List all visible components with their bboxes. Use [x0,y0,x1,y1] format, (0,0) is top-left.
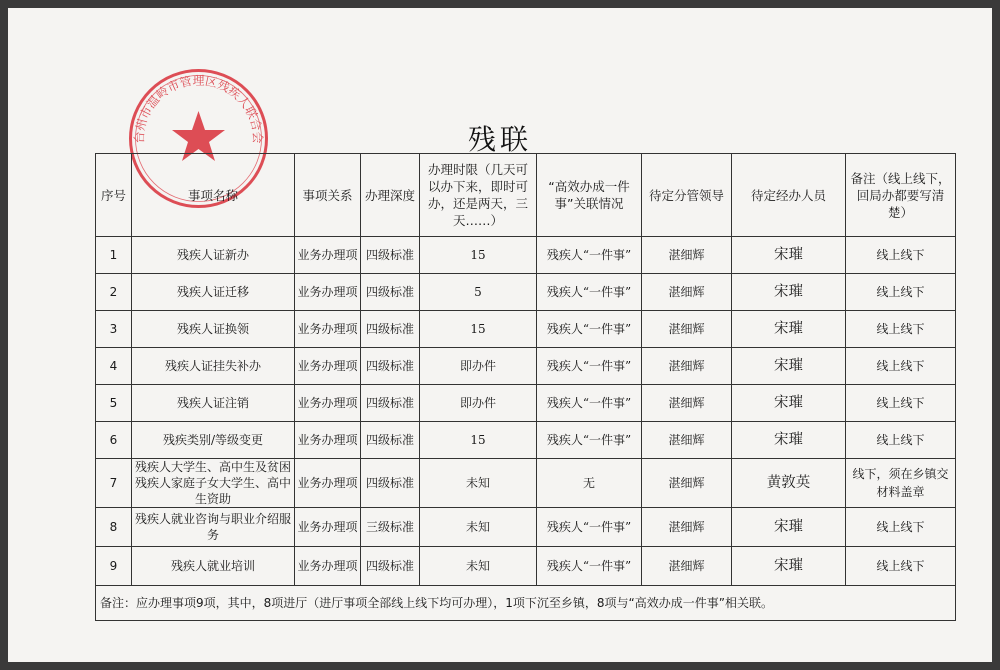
table-row [96,422,956,459]
handler: 宋璀 [732,547,846,586]
header-cell: 备注（线上线下，回局办都要写清楚） [846,154,956,237]
row-number: 5 [96,385,132,422]
table-row [96,459,956,508]
table-row [96,348,956,385]
remark: 线上线下 [846,385,956,422]
handler: 宋璀 [732,422,846,459]
header-cell: 事项名称 [132,154,295,237]
handling-depth: 四级标准 [361,459,420,508]
handling-depth: 四级标准 [361,547,420,586]
table-header-row [96,154,956,237]
one-thing-link: 残疾人“一件事” [537,422,642,459]
leader: 湛细辉 [642,274,732,311]
item-relation: 业务办理项 [295,547,361,586]
header-cell: 待定经办人员 [732,154,846,237]
row-number: 7 [96,459,132,508]
one-thing-link: 残疾人“一件事” [537,237,642,274]
remark: 线上线下 [846,508,956,547]
item-relation: 业务办理项 [295,348,361,385]
leader: 湛细辉 [642,385,732,422]
row-number: 1 [96,237,132,274]
item-relation: 业务办理项 [295,508,361,547]
item-name: 残疾人证换领 [132,311,295,348]
leader: 湛细辉 [642,422,732,459]
header-cell: 办理深度 [361,154,420,237]
row-number: 4 [96,348,132,385]
item-name: 残疾类别/等级变更 [132,422,295,459]
table-row [96,311,956,348]
document-page [8,8,992,662]
table-row [96,274,956,311]
handler: 宋璀 [732,237,846,274]
one-thing-link: 残疾人“一件事” [537,348,642,385]
item-name: 残疾人就业培训 [132,547,295,586]
item-relation: 业务办理项 [295,311,361,348]
table-row [96,385,956,422]
row-number: 3 [96,311,132,348]
remark: 线上线下 [846,547,956,586]
handler: 宋璀 [732,274,846,311]
header-cell: 序号 [96,154,132,237]
stamp-text: 台州市温岭市管理区残疾人联合会 [132,73,265,144]
item-relation: 业务办理项 [295,237,361,274]
handling-depth: 四级标准 [361,385,420,422]
time-limit: 未知 [420,508,537,547]
handling-depth: 四级标准 [361,422,420,459]
services-table [95,153,956,621]
remark: 线上线下 [846,311,956,348]
one-thing-link: 残疾人“一件事” [537,311,642,348]
remark: 线上线下 [846,274,956,311]
leader: 湛细辉 [642,508,732,547]
item-name: 残疾人大学生、高中生及贫困残疾人家庭子女大学生、高中生资助 [132,459,295,508]
leader: 湛细辉 [642,311,732,348]
row-number: 8 [96,508,132,547]
header-cell: “高效办成一件事”关联情况 [537,154,642,237]
item-name: 残疾人证迁移 [132,274,295,311]
remark: 线上线下 [846,348,956,385]
row-number: 6 [96,422,132,459]
time-limit: 即办件 [420,348,537,385]
handler: 宋璀 [732,385,846,422]
remark: 线上线下 [846,422,956,459]
item-relation: 业务办理项 [295,459,361,508]
time-limit: 5 [420,274,537,311]
table-row [96,508,956,547]
leader: 湛细辉 [642,459,732,508]
item-name: 残疾人就业咨询与职业介绍服务 [132,508,295,547]
leader: 湛细辉 [642,348,732,385]
leader: 湛细辉 [642,547,732,586]
one-thing-link: 残疾人“一件事” [537,385,642,422]
footnote: 备注：应办理事项9项，其中，8项进厅（进厅事项全部线上线下均可办理），1项下沉至乡镇，8项与“高效办成一件事”相关联。 [96,586,956,621]
item-name: 残疾人证新办 [132,237,295,274]
row-number: 9 [96,547,132,586]
remark: 线上线下 [846,237,956,274]
item-relation: 业务办理项 [295,274,361,311]
time-limit: 15 [420,237,537,274]
one-thing-link: 残疾人“一件事” [537,274,642,311]
item-relation: 业务办理项 [295,422,361,459]
time-limit: 未知 [420,547,537,586]
handler: 宋璀 [732,508,846,547]
one-thing-link: 无 [537,459,642,508]
handling-depth: 四级标准 [361,311,420,348]
handler: 宋璀 [732,348,846,385]
table-row [96,237,956,274]
page-title: 残联 [467,123,532,156]
time-limit: 15 [420,422,537,459]
time-limit: 即办件 [420,385,537,422]
time-limit: 15 [420,311,537,348]
header-cell: 事项关系 [295,154,361,237]
handling-depth: 四级标准 [361,274,420,311]
leader: 湛细辉 [642,237,732,274]
row-number: 2 [96,274,132,311]
table-row [96,547,956,586]
time-limit: 未知 [420,459,537,508]
handling-depth: 四级标准 [361,237,420,274]
header-cell: 待定分管领导 [642,154,732,237]
handling-depth: 四级标准 [361,348,420,385]
item-name: 残疾人证注销 [132,385,295,422]
handler: 黄敦英 [732,459,846,508]
header-cell: 办理时限（几天可以办下来，即时可办，还是两天，三天……） [420,154,537,237]
item-relation: 业务办理项 [295,385,361,422]
one-thing-link: 残疾人“一件事” [537,547,642,586]
item-name: 残疾人证挂失补办 [132,348,295,385]
table-footnote-row [96,586,956,621]
one-thing-link: 残疾人“一件事” [537,508,642,547]
remark: 线下，须在乡镇交材料盖章 [846,459,956,508]
handler: 宋璀 [732,311,846,348]
handling-depth: 三级标准 [361,508,420,547]
